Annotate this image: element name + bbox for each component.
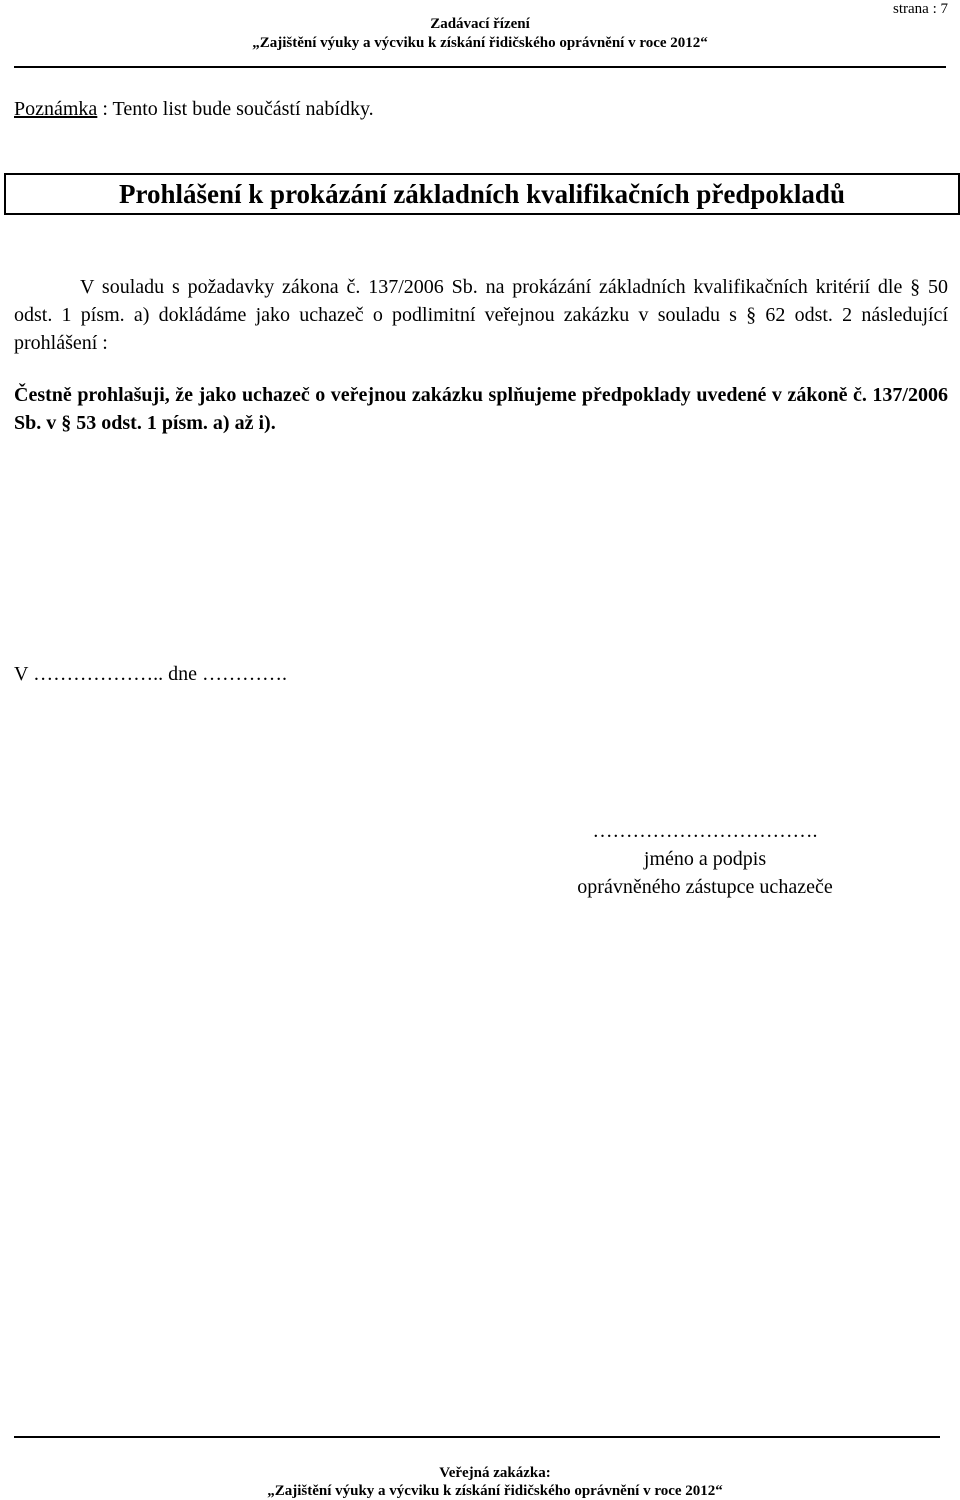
declaration-paragraph: Čestně prohlašuji, že jako uchazeč o veřejnou zakázku splňujeme předpoklady uvedené v zákoně č. 137/2006 Sb. v § 53 odst. 1 písm. a) až i). <box>14 384 948 434</box>
header-title: Zadávací řízení <box>430 16 530 32</box>
note <box>14 96 374 122</box>
page-number: strana : 7 <box>893 1 948 17</box>
signature-dots: ……………………………. <box>592 820 818 842</box>
intro-paragraph <box>14 273 948 357</box>
footer-subtitle: „Zajištění výuky a výcviku k získání řidičského oprávnění v roce 2012“ <box>267 1483 723 1499</box>
document-title: Prohlášení k prokázání základních kvalifikačních předpokladů <box>119 179 845 209</box>
signature-block <box>540 817 870 901</box>
note-label: Poznámka <box>14 98 98 120</box>
footer-divider <box>14 1436 940 1438</box>
signature-label-1: jméno a podpis <box>643 848 767 870</box>
title-box <box>4 173 960 215</box>
signature-label-2: oprávněného zástupce uchazeče <box>577 876 833 898</box>
place-date-line: V ……………….. dne …………. <box>14 663 287 685</box>
header-subtitle: „Zajištění výuky a výcviku k získání řidičského oprávnění v roce 2012“ <box>252 35 708 51</box>
note-text: : Tento list bude součástí nabídky. <box>97 98 374 120</box>
intro-paragraph-text: V souladu s požadavky zákona č. 137/2006 Sb. na prokázání základních kvalifikačních kritérií dle § 50 odst. 1 písm. a) dokládáme jako uchazeč o podlimitní veřejnou zakázku v souladu s § 62 odst. 2 následující prohlášení : <box>14 276 948 354</box>
header-divider <box>14 66 946 68</box>
footer-title: Veřejná zakázka: <box>439 1465 551 1481</box>
